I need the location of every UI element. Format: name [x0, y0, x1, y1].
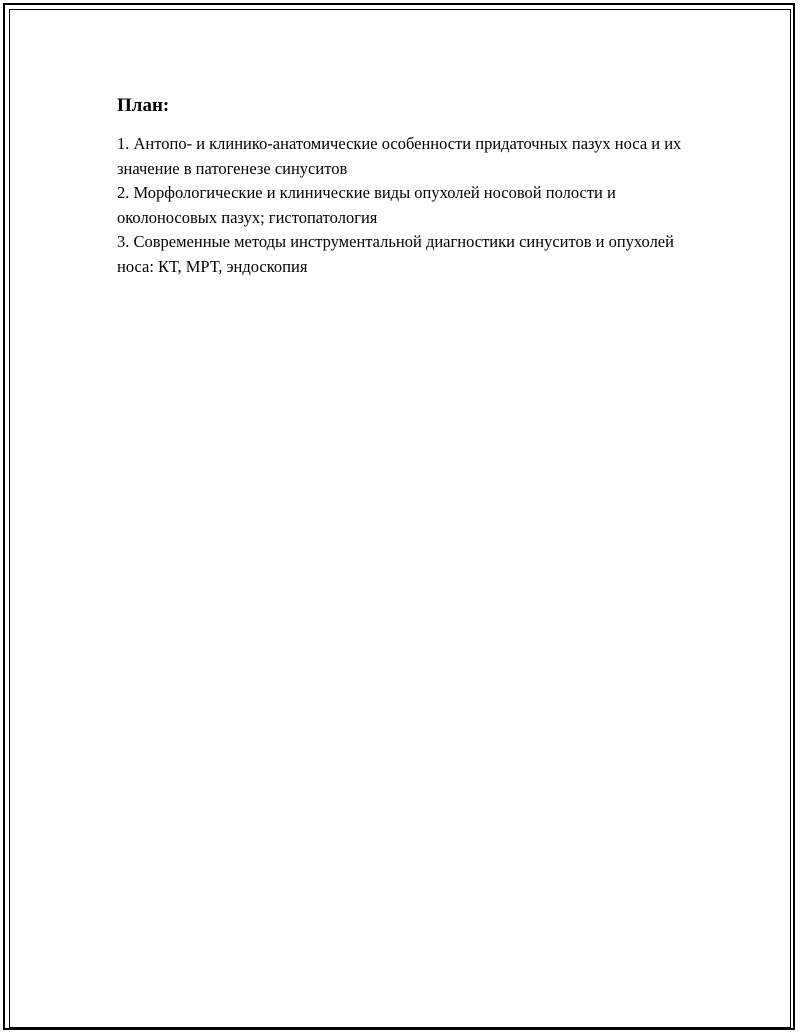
plan-list	[117, 132, 687, 279]
plan-item-1: 1. Антопо- и клинико-анатомические особенности придаточных пазух носа и их значение в патогенезе синуситов	[117, 134, 682, 178]
page-content	[117, 94, 687, 279]
plan-heading: План:	[117, 95, 170, 116]
plan-item-2: 2. Морфологические и клинические виды опухолей носовой полости и околоносовых пазух; гистопатология	[117, 183, 616, 227]
plan-item-3: 3. Современные методы инструментальной диагностики синуситов и опухолей носа: КТ, МРТ, эндоскопия	[117, 232, 674, 276]
